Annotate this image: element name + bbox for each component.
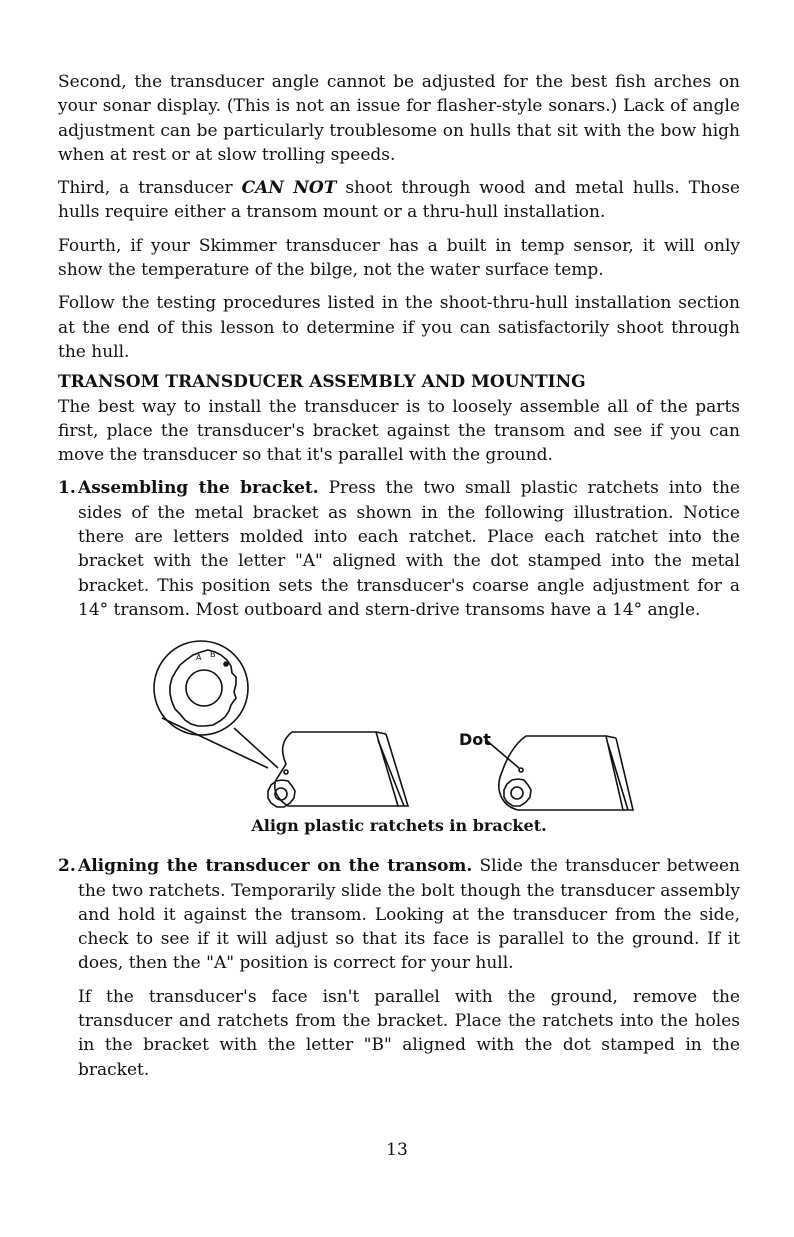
magnified-ratchet: [154, 641, 278, 768]
page-content: [58, 70, 740, 1082]
right-bracket: [486, 736, 633, 810]
emphasis-can-not: CAN NOT: [241, 178, 337, 199]
ratchet-letter-b: B: [210, 650, 216, 660]
paragraph-angle: Second, the transducer angle cannot be adjusted for the best fish arches on your sonar display. (This is not an issue for flasher-style sonars.) Lack of angle adjustment can be particularly troublesome on hulls that sit with the bow high when at rest or at slow trolling speeds.: [58, 72, 740, 165]
step-1-text: Press the two small plastic ratchets into the sides of the metal bracket as shown in the following illustration. Notice there are letters molded into each ratchet. Place each ratchet into the bracket with the letter "A" aligned with the dot stamped into the metal bracket. This position sets the transducer's coarse angle adjustment for a 14° transom. Most outboard and stern-drive transoms have a 14° angle.: [78, 478, 740, 620]
left-bracket: [268, 732, 408, 807]
figure-caption: Align plastic ratchets in bracket.: [251, 816, 547, 836]
step-1-title: Assembling the bracket.: [78, 478, 319, 499]
paragraph-hull-material: Third, a transducer CAN NOT shoot through wood and metal hulls. Those hulls require either a transom mount or a thru-hull installation.: [58, 178, 740, 223]
paragraph-temp-sensor: Fourth, if your Skimmer transducer has a built in temp sensor, it will only show the temperature of the bilge, not the water surface temp.: [58, 235, 740, 281]
step-1-number: 1.: [58, 478, 76, 499]
step-2: [58, 854, 740, 1082]
dot-label: Dot: [459, 730, 491, 750]
paragraph-intro: The best way to install the transducer is to loosely assemble all of the parts first, place the transducer's bracket against the transom and see if you can move the transducer so that it's parallel with the ground.: [58, 396, 740, 466]
page-number: 13: [386, 1140, 408, 1160]
paragraph-testing: Follow the testing procedures listed in the shoot-thru-hull installation section at the end of this lesson to determine if you can satisfactorily shoot through the hull.: [58, 293, 740, 362]
ratchet-letter-a: A: [196, 653, 202, 663]
section-heading: TRANSOM TRANSDUCER ASSEMBLY AND MOUNTING: [58, 372, 586, 393]
bracket-illustration: [58, 640, 740, 840]
step-2-title: Aligning the transducer on the transom.: [78, 856, 473, 877]
step-1: [58, 476, 740, 622]
step-2-followup: If the transducer's face isn't parallel with the ground, remove the transducer and ratchets from the bracket. Place the ratchets into the holes in the bracket with the letter "B" aligned with the dot stamped in the bracket.: [78, 986, 740, 1080]
bracket-diagram-svg: [58, 640, 740, 840]
step-2-number: 2.: [58, 856, 76, 877]
step-2-text: Slide the transducer between the two ratchets. Temporarily slide the bolt though the transducer assembly and hold it against the transom. Looking at the transducer from the side, check to see if it will adjust so that its face is parallel to the ground. If it does, then the "A" position is correct for your hull.: [78, 856, 741, 974]
